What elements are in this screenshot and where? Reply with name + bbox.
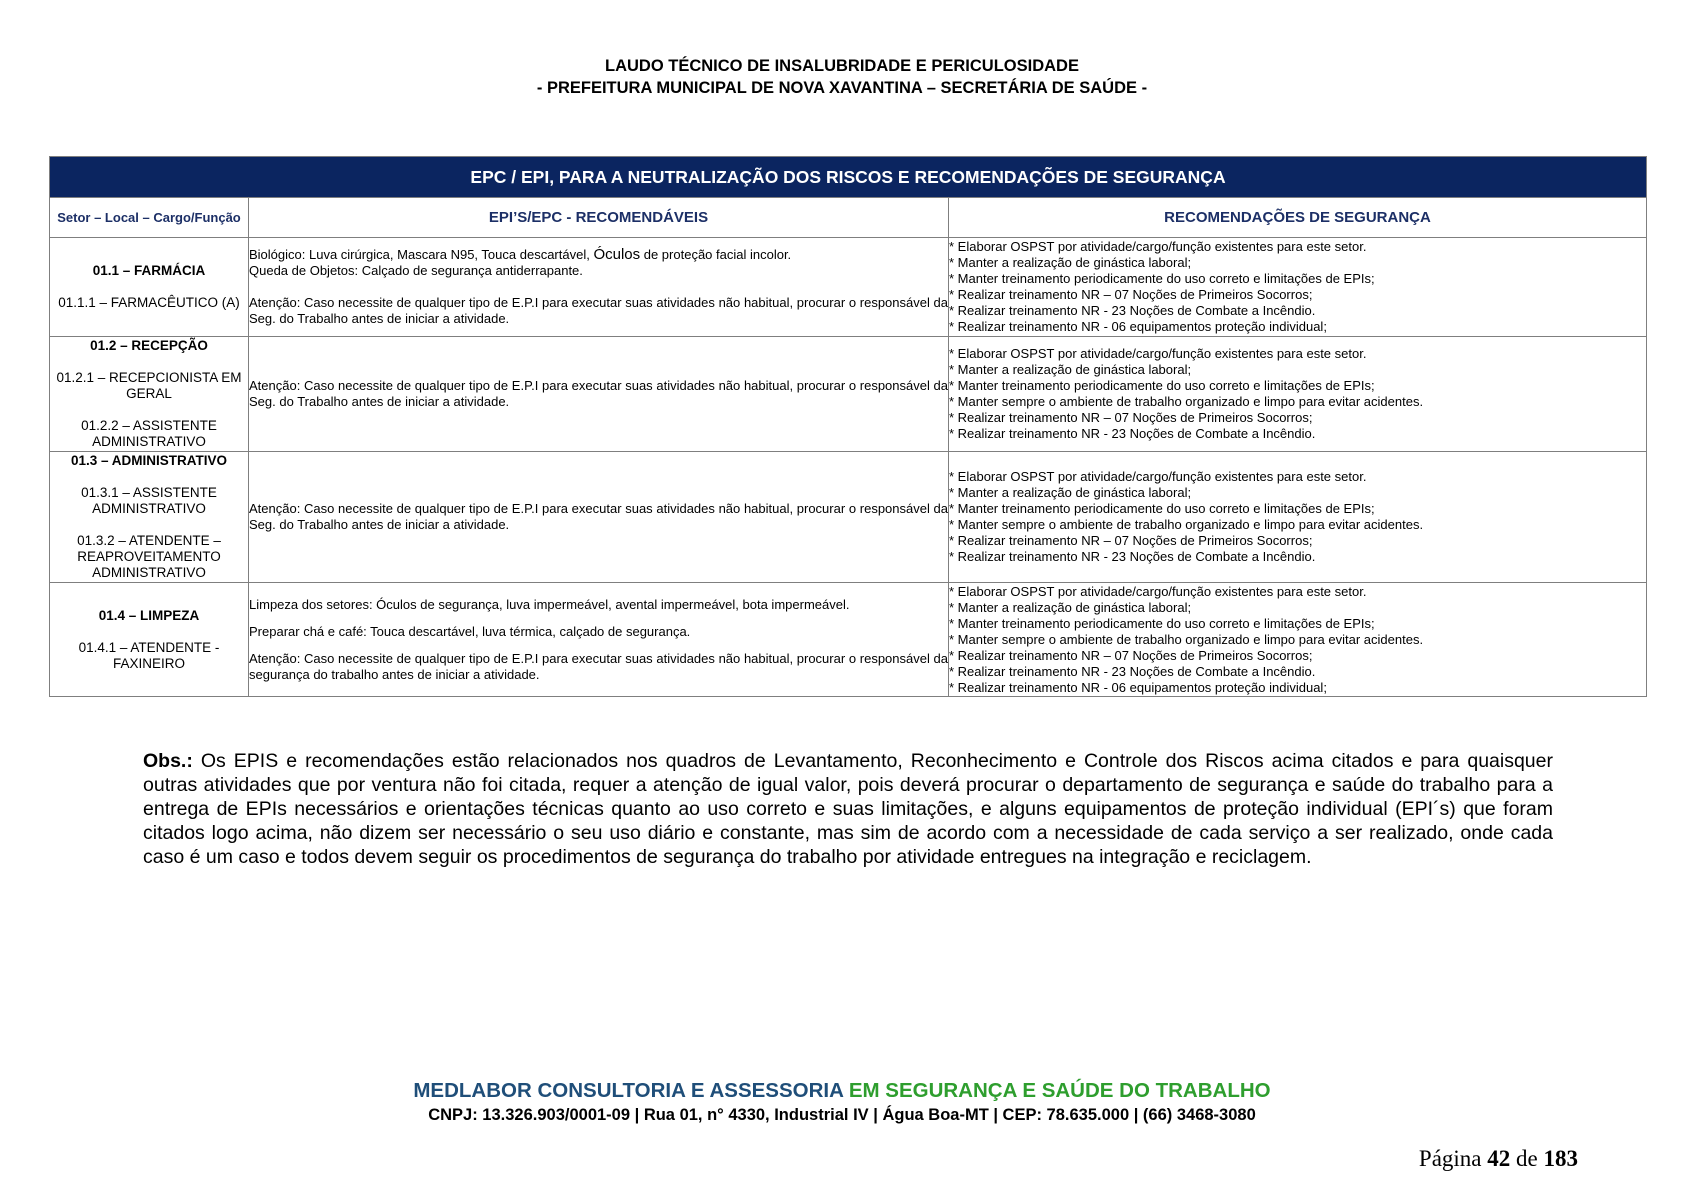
footer-company-tagline: EM SEGURANÇA E SAÚDE DO TRABALHO <box>848 1079 1271 1102</box>
epi-warning: Atenção: Caso necessite de qualquer tipo de E.P.I para executar suas atividades não habitual, procurar o responsável da Seg. do Trabalho antes de iniciar a atividade. <box>249 378 948 409</box>
recommendation-item: * Manter treinamento periodicamente do uso correto e limitações de EPIs; <box>949 378 1375 393</box>
page-current: 42 <box>1487 1146 1511 1171</box>
table-row <box>50 452 1647 583</box>
recommendation-item: * Manter a realização de ginástica laboral; <box>949 485 1192 500</box>
footer-company-name: MEDLABOR CONSULTORIA E ASSESSORIA <box>413 1079 849 1102</box>
recommendations-cell <box>949 452 1647 583</box>
table-row <box>50 583 1647 697</box>
epi-text: Queda de Objetos: Calçado de segurança antiderrapante. <box>249 263 583 278</box>
recommendations-cell <box>949 583 1647 697</box>
sector-cell <box>50 583 249 697</box>
recommendation-item: * Elaborar OSPST por atividade/cargo/função existentes para este setor. <box>949 346 1367 361</box>
table-row <box>50 337 1647 452</box>
epi-text: Biológico: Luva cirúrgica, Mascara N95, Touca descartável, Óculos de proteção facial incolor. <box>249 246 792 263</box>
observation-text: Os EPIS e recomendações estão relacionados nos quadros de Levantamento, Reconhecimento e Controle dos Riscos acima citados e para quaisquer outras atividades que por ventura não foi citada, requer a atenção de igual valor, pois deverá procurar o departamento de segurança e saúde do trabalho para a entrega de EPIs necessários e orientações técnicas quanto ao uso correto e suas limitações, e alguns equipamentos de proteção individual (EPI´s) que foram citados logo acima, não dizem ser necessário o seu uso diário e constante, mas sim de acordo com a necessidade de cada serviço a ser realizado, onde cada caso é um caso e todos devem seguir os procedimentos de segurança do trabalho por atividade entregues na integração e reciclagem. <box>143 750 1553 868</box>
sector-cell <box>50 452 249 583</box>
recommendation-item: * Elaborar OSPST por atividade/cargo/função existentes para este setor. <box>949 239 1367 254</box>
role-name: 01.2.2 – ASSISTENTE ADMINISTRATIVO <box>81 418 217 449</box>
recommendation-item: * Realizar treinamento NR – 07 Noções de Primeiros Socorros; <box>949 287 1313 302</box>
recommendation-item: * Manter treinamento periodicamente do uso correto e limitações de EPIs; <box>949 271 1375 286</box>
recommendation-item: * Realizar treinamento NR - 06 equipamentos proteção individual; <box>949 319 1327 334</box>
recommendation-item: * Realizar treinamento NR - 23 Noções de Combate a Incêndio. <box>949 549 1316 564</box>
recommendation-item: * Realizar treinamento NR – 07 Noções de Primeiros Socorros; <box>949 410 1313 425</box>
recommendation-item: * Manter a realização de ginástica laboral; <box>949 599 1192 615</box>
footer-contact: CNPJ: 13.326.903/0001-09 | Rua 01, n° 4330, Industrial IV | Água Boa-MT | CEP: 78.635.000 | (66) 3468-3080 <box>428 1106 1256 1124</box>
epi-warning: Atenção: Caso necessite de qualquer tipo de E.P.I para executar suas atividades não habitual, procurar o responsável da segurança do trabalho antes de iniciar a atividade. <box>249 650 948 682</box>
epi-cell <box>249 452 949 583</box>
recommendation-item: * Elaborar OSPST por atividade/cargo/função existentes para este setor. <box>949 583 1367 599</box>
role-name: 01.2.1 – RECEPCIONISTA EM GERAL <box>56 370 242 401</box>
recommendation-item: * Manter a realização de ginástica laboral; <box>949 255 1192 270</box>
document-title: LAUDO TÉCNICO DE INSALUBRIDADE E PERICULOSIDADE <box>605 57 1079 75</box>
page-number: Página 42 de 183 <box>1418 1146 1578 1171</box>
recommendation-item: * Elaborar OSPST por atividade/cargo/função existentes para este setor. <box>949 469 1367 484</box>
role-name: 01.3.1 – ASSISTENTE ADMINISTRATIVO <box>81 485 217 516</box>
recommendation-item: * Realizar treinamento NR – 07 Noções de Primeiros Socorros; <box>949 647 1313 663</box>
footer-company <box>0 1079 1684 1103</box>
table-row <box>50 238 1647 337</box>
role-name: 01.1.1 – FARMACÊUTICO (A) <box>58 295 240 310</box>
page-total: 183 <box>1543 1146 1578 1171</box>
column-header-sector: Setor – Local – Cargo/Função <box>50 198 249 238</box>
observation-paragraph <box>143 749 1553 869</box>
recommendation-item: * Realizar treinamento NR - 06 equipamentos proteção individual; <box>949 679 1327 695</box>
epi-text: Limpeza dos setores: Óculos de segurança, luva impermeável, avental impermeável, bota impermeável. <box>249 596 850 612</box>
recommendation-item: * Realizar treinamento NR - 23 Noções de Combate a Incêndio. <box>949 426 1316 441</box>
epi-cell <box>249 583 949 697</box>
sector-name: 01.2 – RECEPÇÃO <box>90 338 208 353</box>
role-name: 01.3.2 – ATENDENTE – REAPROVEITAMENTO ADMINISTRATIVO <box>77 533 221 580</box>
column-header-epi: EPI’S/EPC - RECOMENDÁVEIS <box>249 198 949 238</box>
recommendation-item: * Manter sempre o ambiente de trabalho organizado e limpo para evitar acidentes. <box>949 394 1424 409</box>
observation-label: Obs.: <box>143 750 193 772</box>
recommendation-item: * Manter treinamento periodicamente do uso correto e limitações de EPIs; <box>949 615 1375 631</box>
document-subtitle: - PREFEITURA MUNICIPAL DE NOVA XAVANTINA – SECRETÁRIA DE SAÚDE - <box>536 79 1148 97</box>
epi-cell <box>249 337 949 452</box>
sector-name: 01.4 – LIMPEZA <box>98 607 200 623</box>
sector-cell <box>50 238 249 337</box>
recommendation-item: * Manter sempre o ambiente de trabalho organizado e limpo para evitar acidentes. <box>949 517 1424 532</box>
recommendation-item: * Realizar treinamento NR - 23 Noções de Combate a Incêndio. <box>949 663 1316 679</box>
recommendation-item: * Manter sempre o ambiente de trabalho organizado e limpo para evitar acidentes. <box>949 631 1424 647</box>
epi-cell <box>249 238 949 337</box>
epi-epc-table <box>49 156 1647 697</box>
epi-warning: Atenção: Caso necessite de qualquer tipo de E.P.I para executar suas atividades não habitual, procurar o responsável da Seg. do Trabalho antes de iniciar a atividade. <box>249 295 948 326</box>
recommendation-item: * Manter a realização de ginástica laboral; <box>949 362 1192 377</box>
epi-warning: Atenção: Caso necessite de qualquer tipo de E.P.I para executar suas atividades não habitual, procurar o responsável da Seg. do Trabalho antes de iniciar a atividade. <box>249 501 948 532</box>
sector-name: 01.1 – FARMÁCIA <box>92 263 206 278</box>
column-header-recommendations: RECOMENDAÇÕES DE SEGURANÇA <box>949 198 1647 238</box>
recommendations-cell <box>949 337 1647 452</box>
recommendations-cell <box>949 238 1647 337</box>
recommendation-item: * Realizar treinamento NR - 23 Noções de Combate a Incêndio. <box>949 303 1316 318</box>
table-title: EPC / EPI, PARA A NEUTRALIZAÇÃO DOS RISCOS E RECOMENDAÇÕES DE SEGURANÇA <box>50 157 1647 198</box>
sector-name: 01.3 – ADMINISTRATIVO <box>70 453 228 468</box>
recommendation-item: * Realizar treinamento NR – 07 Noções de Primeiros Socorros; <box>949 533 1313 548</box>
recommendation-item: * Manter treinamento periodicamente do uso correto e limitações de EPIs; <box>949 501 1375 516</box>
sector-cell <box>50 337 249 452</box>
epi-text: Preparar chá e café: Touca descartável, luva térmica, calçado de segurança. <box>249 623 691 639</box>
role-name: 01.4.1 – ATENDENTE - FAXINEIRO <box>78 639 220 671</box>
